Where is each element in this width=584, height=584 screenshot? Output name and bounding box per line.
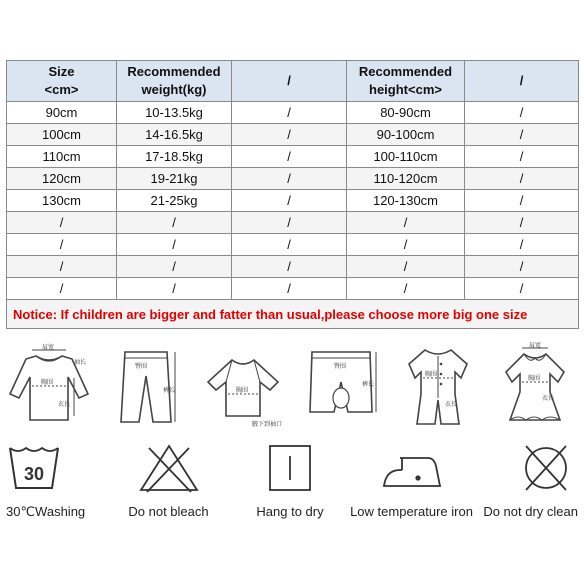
care-low-iron [350, 440, 473, 530]
svg-text:衣长: 衣长 [444, 402, 457, 408]
size-notice: Notice: If children are bigger and fatter than usual,please choose more big one size [7, 300, 579, 329]
table-cell: / [347, 212, 465, 234]
hang-dry-icon [258, 440, 322, 496]
svg-text:裤长: 裤长 [361, 382, 374, 388]
care-instructions [6, 440, 578, 530]
table-cell: 100-110cm [347, 146, 465, 168]
table-cell: 130cm [7, 190, 117, 212]
table-cell: 17-18.5kg [117, 146, 232, 168]
table-cell: / [465, 234, 579, 256]
low-iron-icon [380, 440, 444, 496]
svg-text:袖长: 袖长 [74, 360, 87, 366]
table-cell: / [465, 212, 579, 234]
no-dry-clean-icon [514, 440, 578, 496]
table-cell: / [465, 278, 579, 300]
care-no-dry-clean [478, 440, 578, 530]
table-cell: / [465, 190, 579, 212]
table-cell: 90cm [7, 102, 117, 124]
table-cell: 120-130cm [347, 190, 465, 212]
raglan-top-icon [200, 342, 286, 428]
wash-30-icon [6, 440, 70, 496]
svg-text:裤长: 裤长 [163, 388, 176, 394]
table-cell: / [7, 234, 117, 256]
header-size: Size <cm> [7, 61, 117, 102]
table-row [7, 168, 579, 190]
svg-text:衣长: 衣长 [58, 402, 71, 408]
table-cell: 90-100cm [347, 124, 465, 146]
table-row [7, 102, 579, 124]
table-cell: / [465, 102, 579, 124]
table-row [7, 212, 579, 234]
svg-text:胸围: 胸围 [527, 376, 540, 382]
care-wash-30 [6, 440, 102, 530]
table-cell: / [117, 234, 232, 256]
svg-text:胸围: 胸围 [236, 388, 249, 394]
table-cell: 80-90cm [347, 102, 465, 124]
table-cell: 19-21kg [117, 168, 232, 190]
table-cell: / [232, 102, 347, 124]
table-row [7, 124, 579, 146]
pants-icon [103, 342, 189, 428]
table-row [7, 190, 579, 212]
table-cell: / [7, 256, 117, 278]
table-cell: / [465, 256, 579, 278]
long-sleeve-shirt-icon [6, 342, 92, 428]
care-no-bleach [114, 440, 224, 530]
dress-icon [492, 342, 578, 428]
table-cell: 110-120cm [347, 168, 465, 190]
svg-text:臀围: 臀围 [135, 364, 148, 370]
table-cell: / [117, 212, 232, 234]
romper-icon [395, 342, 481, 428]
size-chart-table [6, 60, 579, 329]
svg-text:肩宽: 肩宽 [42, 345, 55, 351]
table-cell: / [117, 278, 232, 300]
table-cell: / [232, 146, 347, 168]
header-weight: Recommended weight(kg) [117, 61, 232, 102]
table-cell: / [232, 124, 347, 146]
header-height: Recommended height<cm> [347, 61, 465, 102]
table-cell: / [465, 146, 579, 168]
header-blank-1: / [232, 61, 347, 102]
table-cell: / [232, 190, 347, 212]
no-bleach-icon [137, 440, 201, 496]
size-chart-header [7, 61, 579, 102]
wash-temperature: 30 [23, 464, 45, 484]
table-cell: / [347, 234, 465, 256]
table-cell: / [347, 256, 465, 278]
care-hang-dry [235, 440, 345, 530]
table-cell: 100cm [7, 124, 117, 146]
table-cell: / [7, 278, 117, 300]
notice-row [7, 300, 579, 329]
table-cell: 10-13.5kg [117, 102, 232, 124]
size-chart-body [7, 102, 579, 329]
table-row [7, 146, 579, 168]
table-cell: / [117, 256, 232, 278]
table-cell: 21-25kg [117, 190, 232, 212]
table-cell: / [232, 234, 347, 256]
svg-text:臀围: 臀围 [333, 364, 346, 370]
table-cell: / [465, 124, 579, 146]
table-cell: 120cm [7, 168, 117, 190]
table-cell: / [232, 278, 347, 300]
care-label-wash: 30℃Washing [6, 504, 86, 519]
table-cell: 14-16.5kg [117, 124, 232, 146]
table-row [7, 278, 579, 300]
header-blank-2: / [465, 61, 579, 102]
table-cell: / [232, 212, 347, 234]
svg-text:衣长: 衣长 [541, 396, 554, 402]
care-label-dry-clean: Do not dry clean [483, 504, 578, 519]
svg-text:胸围: 胸围 [41, 380, 54, 386]
table-cell: / [232, 256, 347, 278]
svg-text:胸围: 胸围 [424, 372, 437, 378]
table-cell: / [347, 278, 465, 300]
garment-diagrams [6, 340, 578, 430]
table-row [7, 234, 579, 256]
care-label-iron: Low temperature iron [350, 504, 473, 519]
table-cell: / [465, 168, 579, 190]
svg-text:腋下到袖口: 腋下到袖口 [252, 422, 283, 428]
table-cell: / [232, 168, 347, 190]
svg-text:肩宽: 肩宽 [528, 343, 541, 349]
table-cell: 110cm [7, 146, 117, 168]
care-label-bleach: Do not bleach [128, 504, 209, 519]
shorts-icon [298, 342, 384, 428]
table-row [7, 256, 579, 278]
table-cell: / [7, 212, 117, 234]
care-label-dry: Hang to dry [256, 504, 324, 519]
